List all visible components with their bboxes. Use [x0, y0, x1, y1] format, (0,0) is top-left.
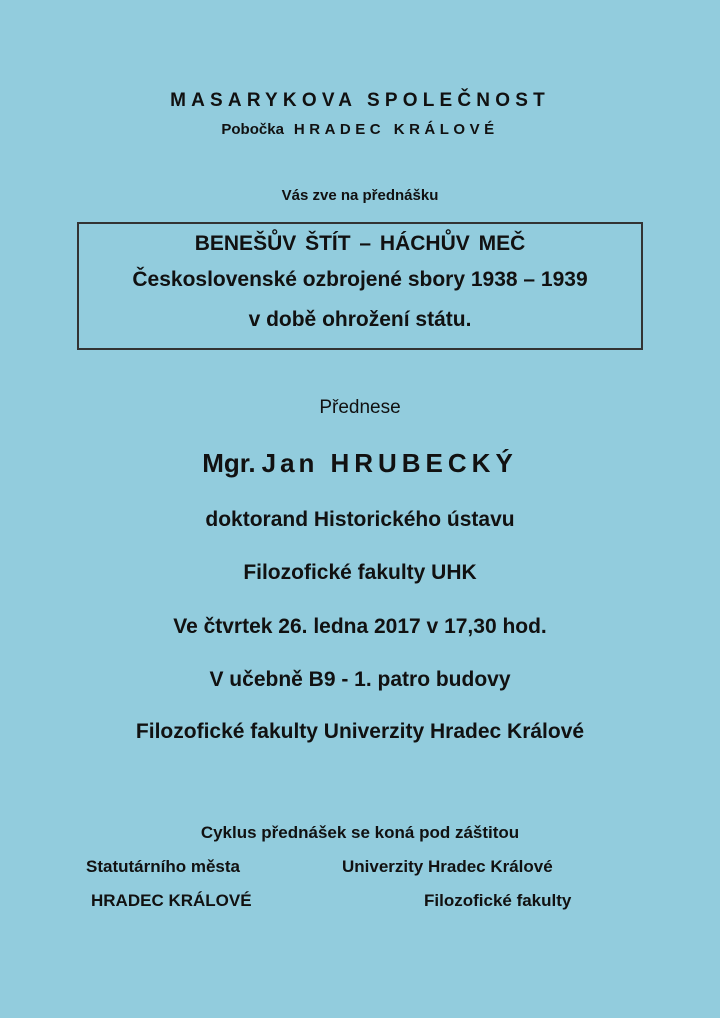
event-room: V učebně B9 - 1. patro budovy — [209, 668, 511, 691]
organization-branch — [0, 121, 720, 138]
presenter-degree: Mgr. — [202, 448, 256, 478]
presenter-name — [0, 448, 720, 479]
patronage-right-line2: Filozofické fakulty — [424, 891, 572, 910]
event-building: Filozofické fakulty Univerzity Hradec Králové — [135, 720, 585, 743]
presenter-first-name: Jan — [261, 448, 319, 478]
patronage-right-line1: Univerzity Hradec Králové — [342, 857, 553, 876]
lecture-title-box — [77, 222, 643, 350]
branch-label: Pobočka — [221, 121, 284, 138]
organization-title: MASARYKOVA SPOLEČNOST — [170, 90, 550, 111]
branch-city: HRADEC KRÁLOVÉ — [293, 121, 499, 138]
patronage-intro: Cyklus přednášek se koná pod záštitou — [200, 823, 520, 842]
lecture-title-line1: BENEŠŮV ŠTÍT – HÁCHŮV MEČ — [194, 232, 526, 255]
presenter-surname: HRUBECKÝ — [330, 448, 518, 478]
lecture-title-line3: v době ohrožení státu. — [248, 308, 472, 331]
lecture-title-line2: Československé ozbrojené sbory 1938 – 1939 — [132, 268, 588, 291]
patronage-left-line2: HRADEC KRÁLOVÉ — [91, 891, 252, 910]
invitation-text: Vás zve na přednášku — [281, 187, 439, 204]
patronage-left-line1: Statutárního města — [86, 857, 240, 876]
presenter-role-line1: doktorand Historického ústavu — [205, 508, 515, 531]
presenter-role-line2: Filozofické fakulty UHK — [243, 561, 477, 584]
presenter-label: Přednese — [319, 397, 401, 418]
event-date-time: Ve čtvrtek 26. ledna 2017 v 17,30 hod. — [173, 615, 547, 638]
